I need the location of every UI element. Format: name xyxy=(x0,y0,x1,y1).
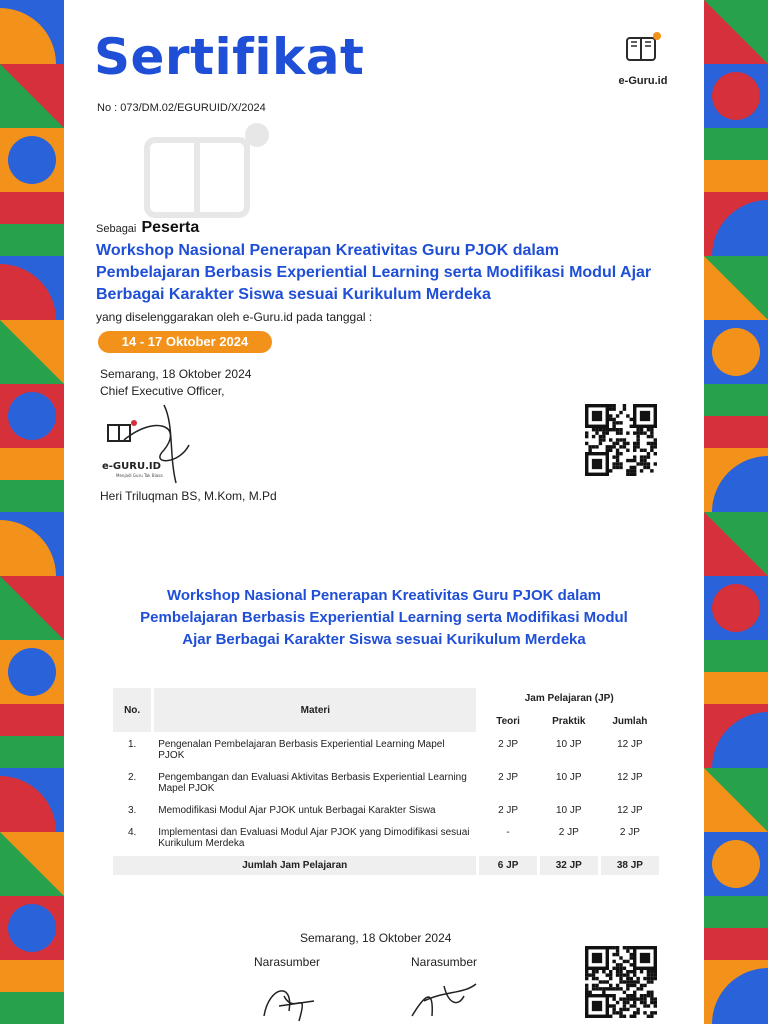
total-label: Jumlah Jam Pelajaran xyxy=(113,856,476,875)
border-tile xyxy=(0,320,64,384)
role-prefix: Sebagai xyxy=(96,223,137,235)
row-theory: 2 JP xyxy=(498,805,519,816)
border-tile xyxy=(704,832,768,896)
border-tile xyxy=(0,576,64,640)
qr-code-bottom xyxy=(585,946,657,1018)
speaker-left-label: Narasumber xyxy=(254,955,321,969)
border-tile xyxy=(704,128,768,192)
border-tile xyxy=(0,896,64,960)
organized-text: yang diselenggarakan oleh e-Guru.id pada tanggal : xyxy=(96,310,373,324)
role-label: Peserta xyxy=(141,219,200,236)
recipient-role-line xyxy=(96,219,199,237)
border-tile xyxy=(704,64,768,128)
row-no: 1. xyxy=(127,739,137,750)
border-tile xyxy=(704,960,768,1024)
signature-place-date: Semarang, 18 Oktober 2024 xyxy=(100,367,252,381)
border-tile xyxy=(704,640,768,704)
event-date-badge: 14 - 17 Oktober 2024 xyxy=(98,331,272,353)
row-practice: 10 JP xyxy=(555,805,582,816)
total-theory: 6 JP xyxy=(479,856,536,875)
speaker-right-signature xyxy=(404,966,484,1024)
border-tile xyxy=(0,128,64,192)
book-logo-icon xyxy=(623,30,663,68)
right-border-pattern xyxy=(704,0,768,1024)
row-total: 2 JP xyxy=(619,827,640,838)
table-row xyxy=(113,768,659,798)
table-row xyxy=(113,735,659,765)
row-theory: 2 JP xyxy=(498,772,519,783)
border-tile xyxy=(0,832,64,896)
header-theory: Teori xyxy=(479,712,536,733)
row-theory: 2 JP xyxy=(498,739,519,750)
row-practice: 10 JP xyxy=(555,772,582,783)
border-tile xyxy=(0,384,64,448)
row-material: Pengenalan Pembelajaran Berbasis Experiential Learning Mapel PJOK xyxy=(158,739,445,761)
total-row xyxy=(113,856,659,875)
schedule-title: Workshop Nasional Penerapan Kreativitas Guru PJOK dalam Pembelajaran Berbasis Experiential Learning serta Modifikasi Modul Ajar Berbagai Karakter Siswa sesuai Kurikulum Merdeka xyxy=(140,587,628,648)
border-tile xyxy=(0,64,64,128)
signature-position: Chief Executive Officer, xyxy=(100,384,225,398)
signature-logo-tagline: Menjadi Guru Tak Biasa xyxy=(116,473,163,478)
row-theory: - xyxy=(506,827,510,838)
qr-code-top xyxy=(585,404,657,476)
header-no: No. xyxy=(113,688,151,732)
border-tile xyxy=(704,768,768,832)
brand-name: e-Guru.id xyxy=(618,75,668,87)
border-tile xyxy=(704,0,768,64)
border-tile xyxy=(704,320,768,384)
header-jp-group: Jam Pelajaran (JP) xyxy=(479,688,659,709)
total-practice: 32 JP xyxy=(540,856,598,875)
speaker-left-signature xyxy=(254,966,334,1024)
row-total: 12 JP xyxy=(617,739,643,750)
table-row xyxy=(113,823,659,853)
header-total: Jumlah xyxy=(601,712,659,733)
border-tile xyxy=(704,256,768,320)
border-tile xyxy=(704,512,768,576)
watermark-logo-icon xyxy=(142,120,272,225)
border-tile xyxy=(704,384,768,448)
header-practice: Praktik xyxy=(540,712,598,733)
certificate-page xyxy=(64,0,704,1024)
schedule-table xyxy=(110,685,662,878)
qr-code-top-graphic xyxy=(585,404,657,476)
speaker-right-label: Narasumber xyxy=(411,955,478,969)
signer-name: Heri Triluqman BS, M.Kom, M.Pd xyxy=(100,489,277,503)
row-material: Implementasi dan Evaluasi Modul Ajar PJOK yang Dimodifikasi sesuai Kurikulum Merdeka xyxy=(158,827,470,849)
qr-code-bottom-graphic xyxy=(585,946,657,1018)
certificate-title: Sertifikat xyxy=(94,28,365,86)
border-tile xyxy=(704,896,768,960)
border-tile xyxy=(0,704,64,768)
certificate-number: No : 073/DM.02/EGURUID/X/2024 xyxy=(97,102,266,114)
row-no: 3. xyxy=(127,805,137,816)
border-tile xyxy=(0,960,64,1024)
border-tile xyxy=(704,576,768,640)
header-material: Materi xyxy=(154,688,476,732)
row-practice: 10 JP xyxy=(555,739,582,750)
row-no: 4. xyxy=(127,827,137,838)
row-practice: 2 JP xyxy=(558,827,579,838)
signature-logo-text: e-GURU.ID xyxy=(102,461,161,472)
left-decorative-border xyxy=(0,0,64,1024)
ceo-signature xyxy=(94,395,204,490)
table-row xyxy=(113,801,659,820)
row-total: 12 JP xyxy=(617,805,643,816)
brand-logo xyxy=(612,30,674,87)
total-sum: 38 JP xyxy=(601,856,659,875)
left-border-pattern xyxy=(0,0,64,1024)
border-tile xyxy=(0,192,64,256)
row-no: 2. xyxy=(127,772,137,783)
row-total: 12 JP xyxy=(617,772,643,783)
border-tile xyxy=(0,448,64,512)
row-material: Pengembangan dan Evaluasi Aktivitas Berbasis Experiential Learning Mapel PJOK xyxy=(158,772,467,794)
right-decorative-border xyxy=(704,0,768,1024)
footer-place-date: Semarang, 18 Oktober 2024 xyxy=(300,931,452,945)
event-title: Workshop Nasional Penerapan Kreativitas Guru PJOK dalam Pembelajaran Berbasis Experiential Learning serta Modifikasi Modul Ajar Berbagai Karakter Siswa sesuai Kurikulum Merdeka xyxy=(96,242,652,303)
border-tile xyxy=(0,640,64,704)
row-material: Memodifikasi Modul Ajar PJOK untuk Berbagai Karakter Siswa xyxy=(158,805,436,816)
